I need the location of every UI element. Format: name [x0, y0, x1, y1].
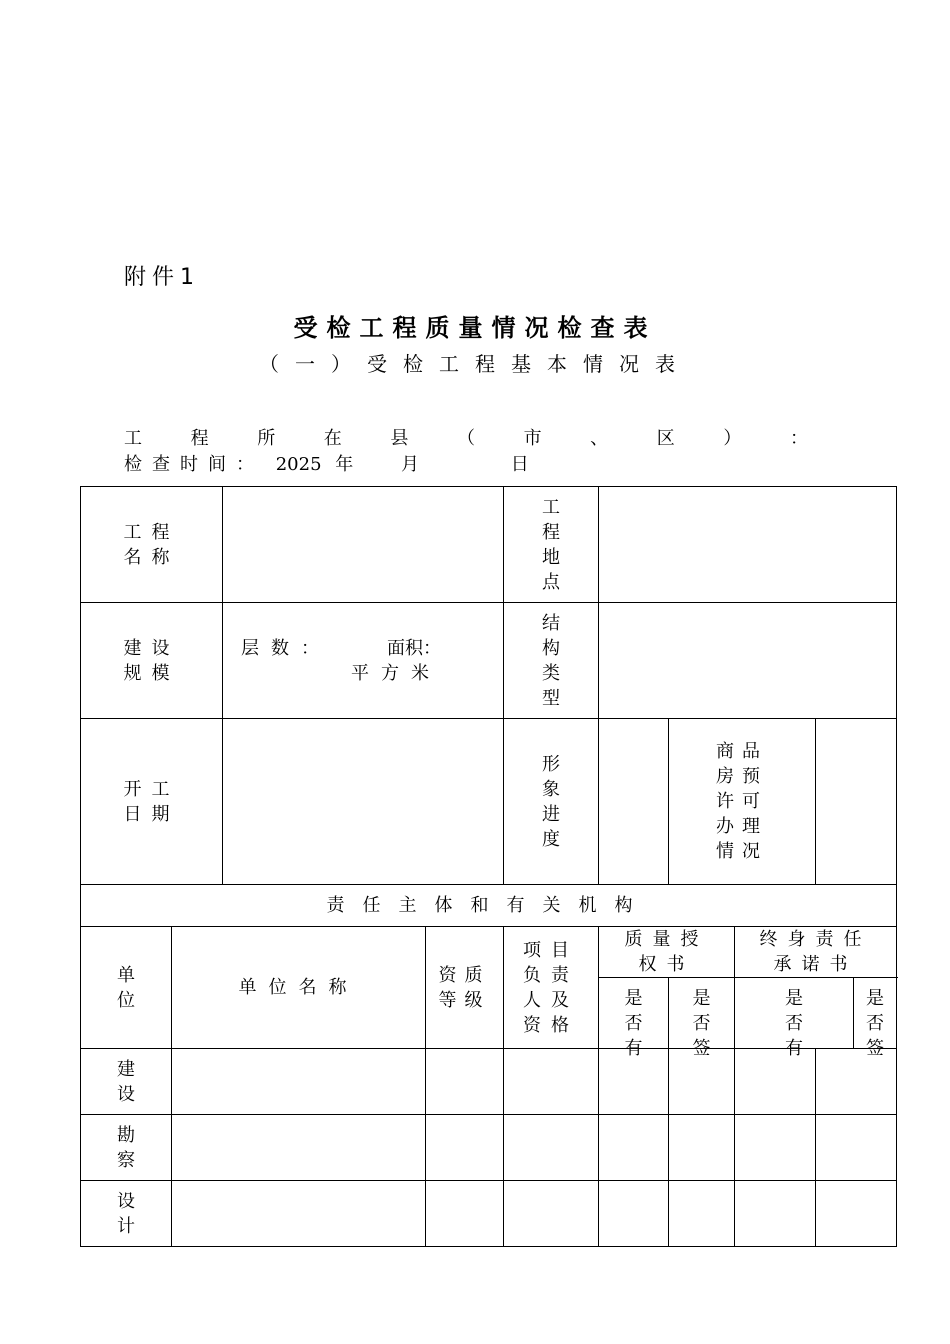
cell-manager[interactable]	[504, 1181, 599, 1247]
location-char: 所	[257, 428, 276, 449]
row-label-survey: 勘察	[117, 1124, 135, 1171]
location-char: 县	[390, 428, 409, 449]
cell-quality-signed[interactable]	[669, 1181, 735, 1247]
cell-commit-signed[interactable]	[816, 1049, 897, 1115]
location-char: 区	[656, 428, 675, 449]
floors-label: 层数：	[241, 637, 331, 659]
area-unit: 平方米	[351, 662, 441, 684]
section-header: 责任主体和有关机构	[81, 885, 897, 927]
cell-commit-signed[interactable]	[816, 1181, 897, 1247]
cell-qualification[interactable]	[426, 1115, 504, 1181]
presale-label: 商品房预许可办理情况	[716, 741, 768, 862]
progress-label: 形象进度	[542, 753, 560, 850]
project-county-line	[124, 424, 808, 450]
sub-quality-has: 是否有	[624, 988, 643, 1059]
project-location-label: 工程地点	[542, 496, 560, 593]
structure-type-value[interactable]	[599, 603, 897, 719]
location-char: 、	[590, 428, 609, 449]
day-unit: 日	[510, 454, 529, 475]
col-unit-name-header: 单位名称	[172, 927, 426, 1049]
cell-commit-has[interactable]	[735, 1181, 816, 1247]
col-qualification-header: 资质等级	[438, 964, 491, 1011]
start-date-value[interactable]	[223, 719, 504, 885]
col-unit-header: 单位	[117, 964, 135, 1011]
structure-type-label: 结构类型	[542, 612, 560, 709]
location-char: （	[456, 428, 475, 449]
inspection-year: 2025	[275, 454, 322, 475]
sub-quality-signed: 是否签	[692, 988, 711, 1059]
location-char: 工	[124, 428, 142, 449]
cell-unit-name[interactable]	[172, 1115, 426, 1181]
attachment-label: 附件1	[124, 265, 200, 290]
sub-commit-has: 是否有	[785, 988, 803, 1059]
row-label-design: 设计	[117, 1190, 135, 1237]
cell-manager[interactable]	[504, 1115, 599, 1181]
project-name-label: 工程名称	[123, 521, 180, 568]
project-name-value[interactable]	[223, 487, 504, 603]
table-row	[81, 1049, 897, 1115]
cell-quality-signed[interactable]	[669, 1115, 735, 1181]
project-location-value[interactable]	[599, 487, 897, 603]
cell-commit-signed[interactable]	[816, 1115, 897, 1181]
cell-qualification[interactable]	[426, 1181, 504, 1247]
cell-manager[interactable]	[504, 1049, 599, 1115]
start-date-label: 开工日期	[123, 778, 180, 825]
location-char: 市	[523, 428, 542, 449]
inspection-time-line	[124, 450, 529, 476]
inspection-time-label: 检查时间：	[124, 454, 264, 475]
col-lifetime-commit-header: 终身责任承诺书	[759, 929, 872, 975]
page-title: 受检工程质量情况检查表	[293, 314, 657, 342]
cell-commit-has[interactable]	[735, 1115, 816, 1181]
row-label-construction: 建设	[117, 1058, 135, 1105]
progress-value[interactable]	[599, 719, 669, 885]
cell-unit-name[interactable]	[172, 1049, 426, 1115]
location-char: ）	[723, 428, 742, 449]
cell-quality-has[interactable]	[599, 1115, 669, 1181]
inspection-table	[80, 486, 897, 1247]
build-scale-label: 建设规模	[123, 637, 180, 684]
col-manager-header: 项目负责人及资格	[523, 939, 579, 1036]
month-unit: 月	[401, 454, 420, 475]
page-subtitle: （一）受检工程基本情况表	[259, 352, 691, 376]
sub-commit-signed: 是否签	[866, 988, 885, 1059]
presale-value[interactable]	[816, 719, 897, 885]
table-row	[81, 1181, 897, 1247]
cell-unit-name[interactable]	[172, 1181, 426, 1247]
table-row	[81, 1115, 897, 1181]
location-char: 程	[190, 428, 209, 449]
cell-quality-has[interactable]	[599, 1181, 669, 1247]
area-label: 面积：	[387, 637, 441, 659]
year-unit: 年	[335, 454, 354, 475]
col-quality-auth-header: 质量授权书	[624, 929, 709, 975]
cell-commit-has[interactable]	[735, 1049, 816, 1115]
build-scale-value[interactable]	[223, 603, 504, 719]
location-char: 在	[323, 428, 342, 449]
cell-qualification[interactable]	[426, 1049, 504, 1115]
location-char: ：	[789, 428, 808, 449]
